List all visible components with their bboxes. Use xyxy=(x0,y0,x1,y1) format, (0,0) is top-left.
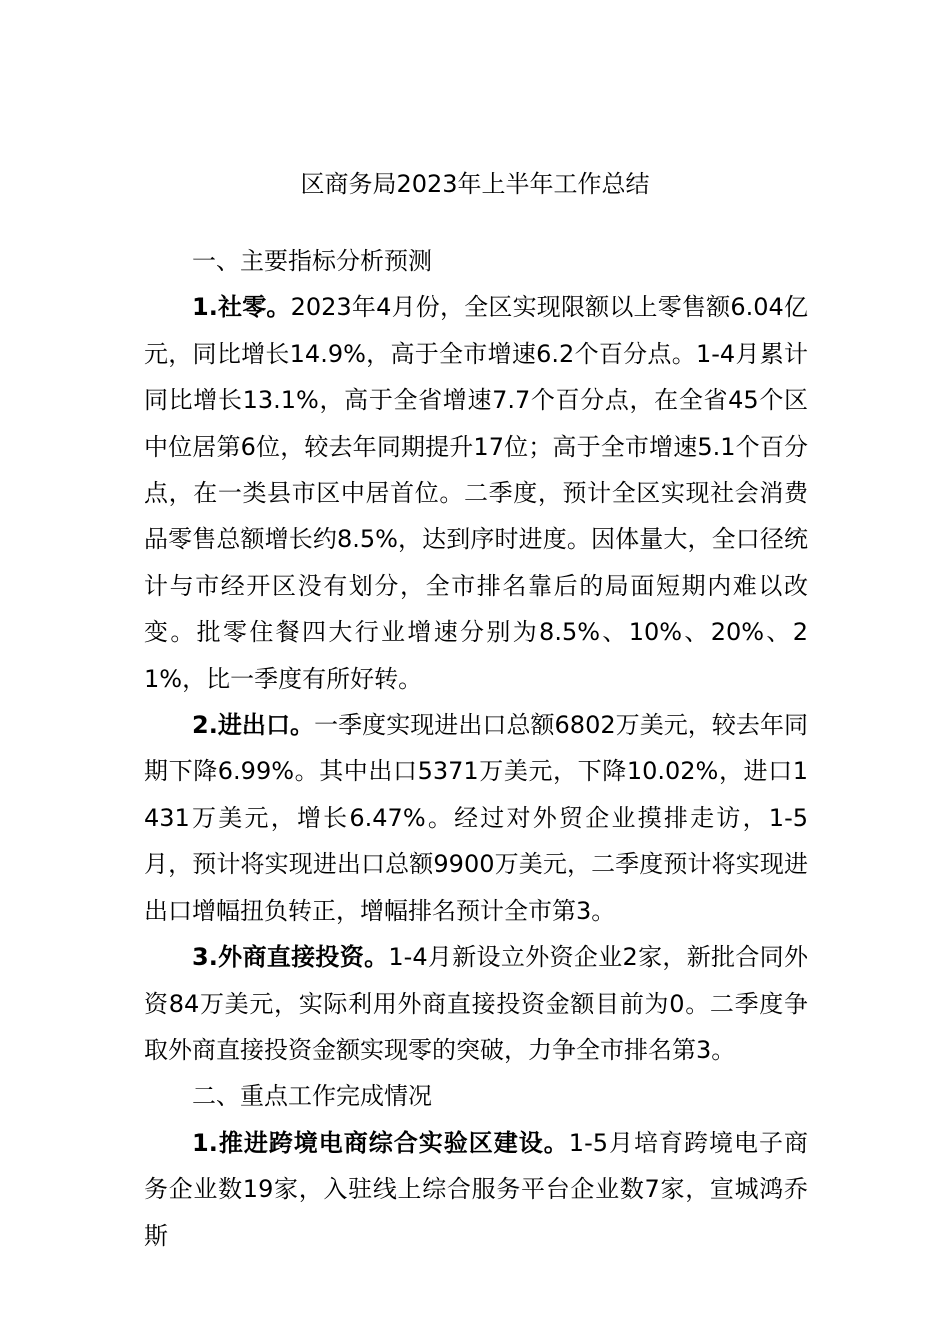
paragraph-text-ecommerce: 1-5月培育跨境电子商务企业数19家，入驻线上综合服务平台企业数7家，宣城鸿乔斯 xyxy=(144,1128,808,1250)
paragraph-cross-border-ecommerce xyxy=(144,1120,808,1259)
section-heading-key-work: 二、重点工作完成情况 xyxy=(192,1082,432,1111)
paragraph-text-trade: 一季度实现进出口总额6802万美元，较去年同期下降6.99%。其中出口5371万美元，下降10.02%，进口1431万美元，增长6.47%。经过对外贸企业摸排走访，1-5月，预计将实现进出口总额9900万美元，二季度预计将实现进出口增幅扭负转正，增幅排名预计全市第3。 xyxy=(144,711,808,925)
section-heading-indicators: 一、主要指标分析预测 xyxy=(192,247,432,275)
paragraph-lead-trade: 2.进出口。 xyxy=(192,711,315,740)
paragraph-import-export xyxy=(144,702,808,934)
paragraph-lead-ecommerce: 1.推进跨境电商综合实验区建设。 xyxy=(192,1128,569,1157)
paragraph-lead-fdi: 3.外商直接投资。 xyxy=(192,943,389,972)
paragraph-foreign-investment xyxy=(144,934,808,1073)
document-body xyxy=(144,238,808,1259)
document-title: 区商务局2023年上半年工作总结 xyxy=(300,170,650,198)
paragraph-text-retail: 2023年4月份，全区实现限额以上零售额6.04亿元，同比增长14.9%，高于全市增速6.2个百分点。1-4月累计同比增长13.1%，高于全省增速7.7个百分点，在全省45个区中位居第6位，较去年同期提升17位；高于全市增速5.1个百分点，在一类县市区中居首位。二季度，预计全区实现社会消费品零售总额增长约8.5%，达到序时进度。因体量大，全口径统计与市经开区没有划分，全市排名靠后的局面短期内难以改变。批零住餐四大行业增速分别为8.5%、10%、20%、21%，比一季度有所好转。 xyxy=(144,293,808,693)
paragraph-text-fdi: 1-4月新设立外资企业2家，新批合同外资84万美元，实际利用外商直接投资金额目前为0。二季度争取外商直接投资金额实现零的突破，力争全市排名第3。 xyxy=(144,943,808,1064)
paragraph-lead-retail: 1.社零。 xyxy=(192,293,291,322)
paragraph-retail-sales xyxy=(144,284,808,702)
